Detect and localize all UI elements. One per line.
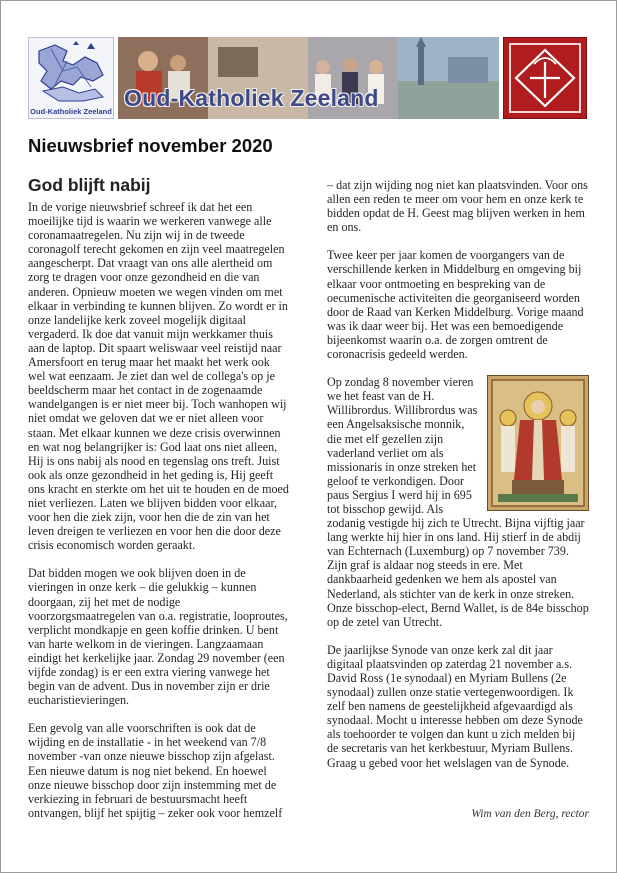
paragraph-feast: Op zondag 8 november vieren we het feast van de H. Willibrordus. Willibrordus was een Angelsaksische monnik, die met elf gezellen zijn vaderland verliet om als missionaris in onze streken het geloof te verkondigen. Door paus Sergius I werd hij in 695 tot bisschop gewijd. Als bbox=[327, 375, 478, 516]
signature: Wim van den Berg, rector bbox=[471, 808, 589, 820]
willibrord-illumination-image bbox=[487, 375, 589, 511]
zeeland-map-logo bbox=[28, 37, 114, 119]
left-column bbox=[28, 200, 290, 834]
map-icon bbox=[33, 41, 109, 105]
paragraph: Twee keer per jaar komen de voorgangers van de verschillende kerken in Middelburg en omgeving bij elkaar voor ontmoeting en bespreking van de oecumenische activiteiten die georganiseerd worden door de Raad van Kerken Middelburg. Vorige maand was ik daar weer bij. Het was een bemoedigende bijeenkomst waarin o.a. de zorgen omtrent de coronacrisis gedeeld werden. bbox=[327, 248, 584, 362]
banner-photo bbox=[118, 37, 499, 119]
emblem-icon bbox=[508, 42, 582, 114]
header-banner bbox=[28, 37, 587, 119]
paragraph: In de vorige nieuwsbrief schreef ik dat het een moeilijke tijd is waarin we werkeren vanwege alle coronamaatregelen. Nu zijn wij in de tweede coronagolf terecht gekomen en zijn veel maatregelen aangescherpt. Dat vraagt van ons alle alertheid om zorg te dragen voor onze gezondheid en die van anderen. Opnieuw moeten we wegen vinden om met elkaar in verbinding te kunnen blijven. Zo wordt er in onze landelijke kerk zoveel mogelijk digitaal vergaderd. Ik doe dat vanuit mijn werkkamer thuis aan de laptop. Dit spaart weliswaar veel reistijd naar Amersfoort en terug maar het maakt het werk ook wel wat eenzaam. Je ziet dan wel de collega's op je beeldscherm maar het contact in de zogenaamde wandelgangen is er niet meer bij. Toch wanhopen wij niet omdat we geloven dat we er niet alleen voor staan. Met elkaar kunnen we deze crisis overwinnen en wat nog belangrijker is: God laat ons niet alleen, Hij is ons nabij als nood en tegenslag ons treft. Juist ook als onze gezondheid in het geding is, Hij geeft ons kracht en sterkte om het uit te houden en de moed niet verliezen. Laten we blijven bidden voor elkaar, voor hen die ziek zijn, voor hen die de zin van het leven dreigen te verliezen en voor hen die door deze crisis economisch worden geraakt. bbox=[28, 200, 289, 553]
paragraph: – dat zijn wijding nog niet kan plaatsvinden. Voor ons allen een reden te meer om voor hem en onze kerk te bidden opdat de H. Geest mag blijven werken in hem en ons. bbox=[327, 178, 588, 235]
article-heading: God blijft nabij bbox=[28, 175, 151, 195]
paragraph: Een gevolg van alle voorschriften is ook dat de wijding en de installatie - in het weekend van 7/8 november -van onze nieuwe bisschop zijn afgelast. Een nieuwe datum is nog niet bekend. En hoewel onze nieuwe bisschop door zijn instemming met de verkiezing in februari de bestuursmacht heeft ontvangen, blijf het spijtig – zeker ook voor hemzelf bbox=[28, 721, 283, 820]
paragraph: Dat bidden mogen we ook blijven doen in de vieringen in onze kerk – die gelukkig – kunnen doorgaan, zij het met de nodige voorzorgsmaatregelen van o.a. registratie, looproutes, verplicht mondkapje en geen koffie drinken. U bent van harte welkom in de vieringen. Langzaamaan eindigt het kerkelijke jaar. Zondag 29 november (een vijfde zondag) is er een extra viering vanwege het begin van de advent. Dus in november zijn er drie eucharistievieringen. bbox=[28, 566, 288, 708]
logo-caption: Oud-Katholiek Zeeland bbox=[30, 107, 112, 116]
paragraph: De jaarlijkse Synode van onze kerk zal dit jaar digitaal plaatsvinden op zaterdag 21 november a.s. David Ross (1e synodaal) en Myriam Bullens (2e synodaal) zullen onze statie vertegenwoordigen. Ik zelf ben namens de geestelijkheid afgevaardigd als synodaal. Mocht u interesse hebben om deze Synode als toehoorder te volgen dan kunt u zich melden bij de secretaris van het kerkbestuur, Myriam Bullens. Graag u gebed voor het welslagen van de Synode. bbox=[327, 642, 583, 770]
saint-icon bbox=[488, 376, 588, 510]
church-emblem-logo bbox=[503, 37, 587, 119]
paragraph-feast-continued: zodanig vestigde hij zich te Utrecht. Bijna vijftig jaar lang werkte hij hier in ons land. Hij stierf in de abdij van Echternach (Luxemburg) op 7 november 739. Zijn graf is aldaar nog steeds in ere. Met dankbaarheid gedenken we hem als apostel van Nederland, als stichter van de kerk in onze streken. Onze bisschop-elect, Bernd Wallet, is de 84e bisschop op de zetel van Utrecht. bbox=[327, 516, 589, 629]
newsletter-title: Nieuwsbrief november 2020 bbox=[28, 135, 273, 156]
banner-title: Oud-Katholiek Zeeland bbox=[124, 85, 379, 111]
